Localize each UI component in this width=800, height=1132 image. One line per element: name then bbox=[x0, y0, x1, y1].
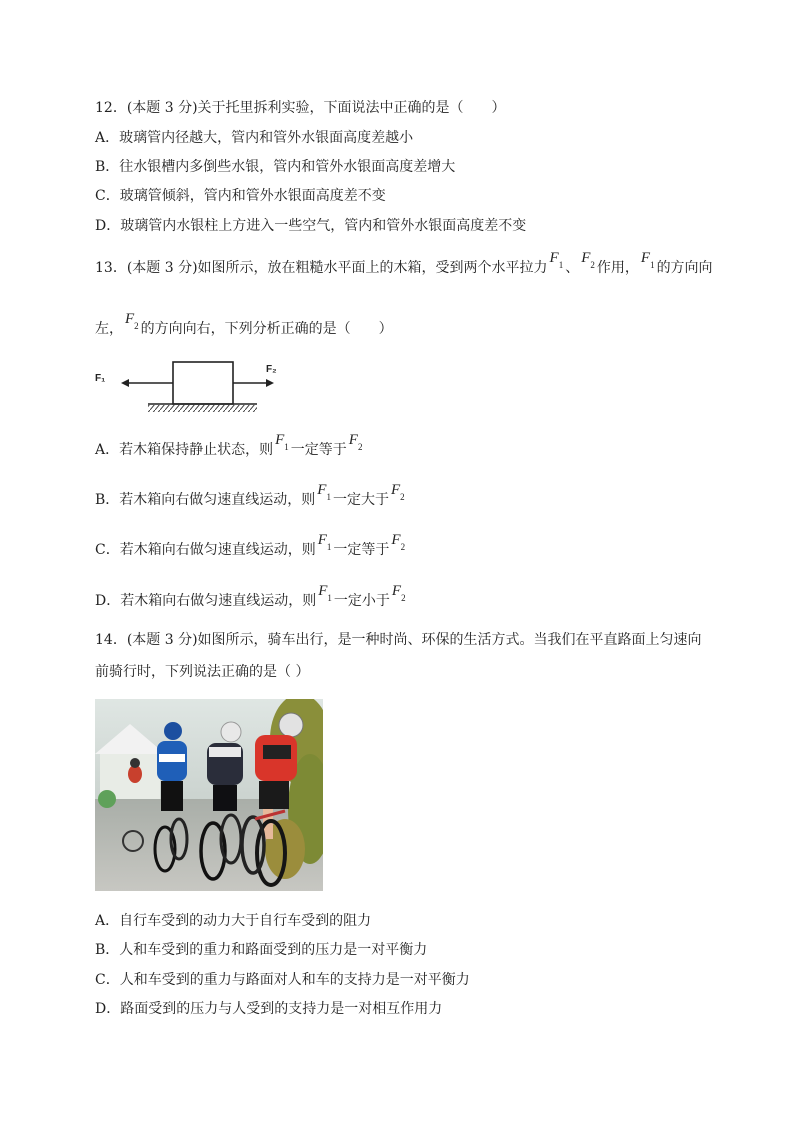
f1-symbol: $F_1$ bbox=[275, 432, 289, 452]
q13-stem-text: 的方向向 bbox=[656, 260, 713, 276]
wooden-box bbox=[173, 362, 233, 404]
q12-option-a: A．玻璃管内径越大，管内和管外水银面高度差越小 bbox=[95, 130, 414, 146]
q13-stem-text: 左， bbox=[95, 321, 123, 337]
f2-symbol: $F_2$ bbox=[125, 311, 139, 331]
q14-option-d: D．路面受到的压力与人受到的支持力是一对相互作用力 bbox=[95, 1001, 443, 1017]
cyclists-illustration bbox=[95, 699, 323, 891]
q13-option-b: B．若木箱向右做匀速直线运动，则$F_1$ 一定大于$F_2$ bbox=[95, 482, 405, 508]
q14-option-a: A．自行车受到的动力大于自行车受到的阻力 bbox=[95, 913, 372, 929]
q12-option-d: D．玻璃管内水银柱上方进入一些空气，管内和管外水银面高度差不变 bbox=[95, 218, 527, 234]
question-13-stem-line2 bbox=[95, 311, 393, 344]
f1-symbol: $F_1$ bbox=[317, 482, 331, 502]
f1-symbol: $F_1$ bbox=[549, 250, 564, 270]
question-14-stem-line2: 前骑行时，下列说法正确的是（ ） bbox=[95, 664, 310, 680]
f2-arrowhead bbox=[266, 379, 274, 387]
q13-stem-text: 作用， bbox=[596, 260, 639, 276]
q12-option-c: C．玻璃管倾斜，管内和管外水银面高度差不变 bbox=[95, 188, 386, 204]
f2-symbol: $F_2$ bbox=[390, 482, 405, 502]
f2-symbol: $F_2$ bbox=[391, 583, 406, 603]
question-12-stem: 12．(本题 3 分)关于托里拆利实验，下面说法中正确的是（ ） bbox=[95, 100, 506, 116]
q13-stem-text: 的方向向右，下列分析正确的是（ ） bbox=[140, 321, 393, 337]
f1-arrowhead bbox=[121, 379, 129, 387]
f1-label: F₁ bbox=[95, 373, 106, 384]
q13-option-c: C．若木箱向右做匀速直线运动，则$F_1$ 一定等于$F_2$ bbox=[95, 532, 406, 558]
q12-option-b: B．往水银槽内多倒些水银，管内和管外水银面高度差增大 bbox=[95, 159, 456, 175]
question-13-stem bbox=[95, 250, 713, 283]
q13-stem-text: 13．(本题 3 分)如图所示，放在粗糙水平面上的木箱，受到两个水平拉力 bbox=[95, 260, 548, 276]
cycling-race-photo bbox=[95, 699, 323, 891]
q13-option-a: A．若木箱保持静止状态，则$F_1$ 一定等于$F_2$ bbox=[95, 432, 363, 458]
q14-option-c: C．人和车受到的重力与路面对人和车的支持力是一对平衡力 bbox=[95, 972, 470, 988]
f2-symbol: $F_2$ bbox=[348, 432, 363, 452]
ground-hatching bbox=[148, 405, 257, 412]
f2-label: F₂ bbox=[266, 364, 277, 375]
force-diagram bbox=[90, 356, 290, 416]
f1-symbol: $F_1$ bbox=[318, 583, 332, 603]
f1-symbol: $F_1$ bbox=[317, 532, 332, 552]
f2-symbol: $F_2$ bbox=[391, 532, 406, 552]
q14-option-b: B．人和车受到的重力和路面受到的压力是一对平衡力 bbox=[95, 942, 428, 958]
f2-symbol: $F_2$ bbox=[581, 250, 595, 270]
f1-symbol: $F_1$ bbox=[640, 250, 655, 270]
question-14-stem: 14．(本题 3 分)如图所示，骑车出行，是一种时尚、环保的生活方式。当我们在平直路面上匀速向 bbox=[95, 632, 702, 648]
q13-separator: 、 bbox=[565, 260, 580, 276]
q13-option-d: D．若木箱向右做匀速直线运动，则$F_1$ 一定小于$F_2$ bbox=[95, 583, 406, 609]
